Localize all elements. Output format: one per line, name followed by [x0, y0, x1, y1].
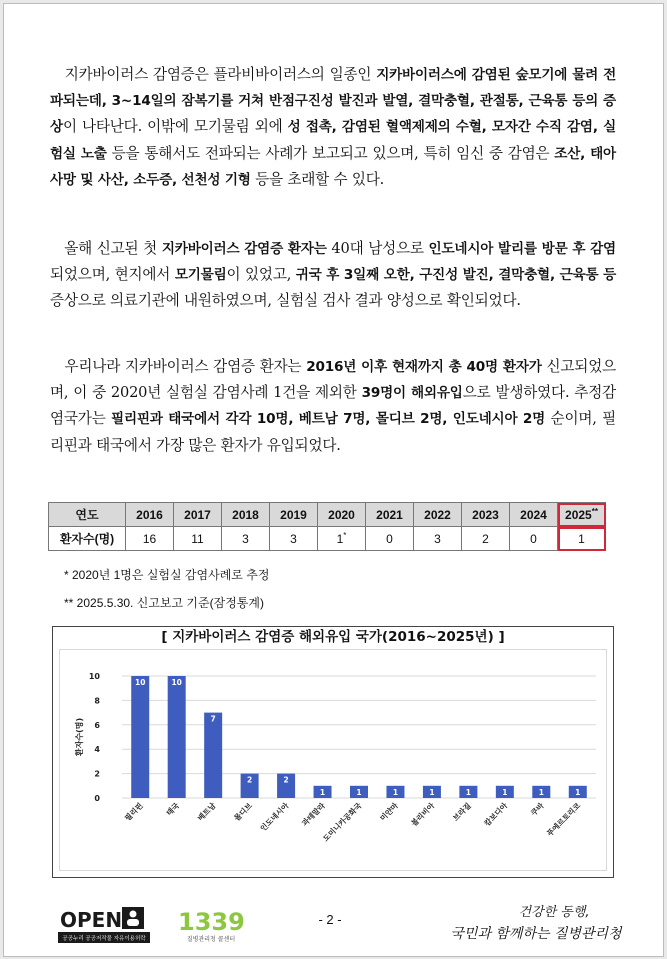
data-label: 7 — [210, 714, 216, 724]
bold-text-segment: 귀국 후 3일째 오한, 구진성 발진, 결막충혈, 근육통 등 — [295, 267, 617, 284]
data-label: 2 — [247, 775, 253, 785]
data-label: 1 — [356, 787, 362, 797]
data-label: 2 — [283, 775, 289, 785]
y-tick-label: 6 — [94, 720, 100, 730]
bar — [168, 676, 186, 798]
text-segment: 순이며, 필리핀과 태국에서 가장 많은 환자가 유입되었다. — [50, 410, 616, 454]
data-label: 1 — [392, 787, 399, 797]
count-cell: 11 — [174, 527, 222, 551]
year-cell: 2018 — [222, 503, 270, 527]
x-tick-label: 캄보디아 — [482, 801, 510, 828]
data-label: 10 — [135, 678, 146, 687]
bar-chart — [60, 650, 606, 870]
data-label: 1 — [429, 787, 435, 797]
year-cell: 2025** — [558, 503, 606, 527]
x-tick-label: 필리핀 — [122, 801, 145, 823]
x-tick-label: 푸에르토리코 — [545, 801, 583, 839]
bold-text-segment: 39명이 해외유입 — [361, 385, 463, 402]
count-cell: 0 — [510, 527, 558, 551]
data-label: 1 — [538, 787, 544, 797]
open-text: OPEN — [60, 908, 123, 932]
count-cell: 16 — [126, 527, 174, 551]
page-number: - 2 - — [318, 912, 342, 927]
text-segment: 40대 남성으로 — [326, 240, 429, 257]
footnote-provisional: ** 2025.5.30. 신고보고 기준(잠정통계) — [64, 596, 264, 610]
y-tick-label: 0 — [94, 794, 100, 803]
text-segment: 증상으로 의료기관에 내원하였으며, 실험실 검사 결과 양성으로 확인되었다. — [50, 292, 521, 310]
data-label: 1 — [575, 787, 581, 797]
chart-area — [59, 649, 607, 871]
kogl-open-logo — [58, 905, 150, 943]
slogan-line-1: 건강한 동행, — [518, 905, 590, 920]
text-segment: 올해 신고된 첫 — [64, 240, 162, 257]
x-tick-label: 미얀마 — [378, 801, 400, 823]
x-tick-label: 인도네시아 — [258, 801, 291, 834]
slogan-line-2: 국민과 함께하는 질병관리청 — [450, 926, 622, 942]
bold-text-segment: 성 접촉, 감염된 혈액제제의 수혈, 모자간 수직 감염, 실험실 노출 — [50, 119, 616, 162]
year-cell: 2022 — [414, 503, 462, 527]
y-tick-label: 8 — [94, 696, 100, 706]
count-cell: 1 — [558, 527, 606, 551]
bold-text-segment: 필리핀과 태국에서 각각 10명, 베트남 7명, 몰디브 2명, 인도네시아 2명 — [111, 411, 546, 428]
paragraph-2 — [50, 236, 616, 315]
table-row-counts — [49, 527, 606, 551]
x-tick-label: 태국 — [164, 801, 182, 818]
text-segment: 으로 발생하였다. 추정감염국가는 — [50, 384, 616, 428]
x-tick-label: 도미니카공화국 — [321, 801, 364, 844]
paragraph-3 — [50, 354, 616, 459]
count-cell: 3 — [222, 527, 270, 551]
x-tick-label: 베트남 — [195, 801, 218, 823]
x-tick-label: 볼리비아 — [409, 801, 437, 828]
bold-text-segment: 인도네시아 발리를 방문 후 감염 — [428, 241, 616, 257]
bold-text-segment: 지카바이러스에 감염된 숲모기에 물려 전파되는데, 3~14일의 잠복기를 거쳐 반점구진성 발진과 발열, 결막충혈, 관절통, 근육통 등의 증상 — [50, 67, 617, 136]
x-tick-label: 몰디브 — [232, 801, 255, 823]
hotline-1339-logo — [176, 906, 246, 944]
hotline-caption: 질병관리청 콜센터 — [186, 936, 236, 943]
open-caption: 공공누리 공공저작물 자유이용허락 — [62, 936, 146, 942]
bold-text-segment: 지카바이러스 감염증 환자는 — [161, 241, 327, 257]
count-cell: 2 — [462, 527, 510, 551]
year-cell: 2024 — [510, 503, 558, 527]
year-cell: 2023 — [462, 503, 510, 527]
text-segment: 등을 통해서도 전파되는 사례가 보고되고 있으며, 특히 임신 중 감염은 — [106, 144, 555, 162]
x-tick-label: 쿠바 — [529, 801, 546, 818]
data-label: 1 — [502, 787, 508, 797]
footnote-lab-case: * 2020년 1명은 실험실 감염사례로 추정 — [64, 568, 270, 582]
text-segment: 이 있었고, — [226, 266, 296, 284]
year-cell: 2021 — [366, 503, 414, 527]
yearly-cases-table — [48, 502, 606, 551]
text-segment: 신고되었으며, 이 중 2020년 실험실 감염사례 1건을 제외한 — [50, 358, 616, 402]
data-label: 1 — [465, 787, 471, 797]
chart-title: [ 지카바이러스 감염증 해외유입 국가(2016~2025년) ] — [53, 625, 613, 645]
year-header: 연도 — [49, 503, 126, 527]
chart-box — [52, 626, 614, 878]
count-cell: 0 — [366, 527, 414, 551]
y-tick-label: 4 — [94, 745, 100, 755]
y-axis-label: 환자수(명) — [75, 717, 84, 757]
bold-text-segment: 조산, 태아 사망 및 사산, 소두증, 선천성 기형 — [50, 145, 616, 188]
text-segment: 지카바이러스 감염증은 플라비바이러스의 일종인 — [64, 66, 377, 83]
data-label: 10 — [171, 678, 182, 687]
year-cell: 2019 — [270, 503, 318, 527]
year-cell: 2020 — [318, 503, 366, 527]
data-label: 1 — [319, 787, 326, 797]
bar — [204, 713, 222, 798]
bar — [131, 676, 149, 798]
text-segment: 등을 초래할 수 있다. — [250, 170, 385, 188]
x-tick-label: 브라질 — [451, 801, 473, 823]
y-tick-label: 10 — [88, 672, 100, 681]
text-segment: 우리나라 지카바이러스 감염증 환자는 — [64, 358, 307, 375]
y-tick-label: 2 — [94, 769, 100, 779]
x-tick-label: 과테말라 — [300, 801, 327, 828]
text-segment: 이 나타난다. 이밖에 모기물림 외에 — [62, 118, 288, 136]
paragraph-1 — [50, 62, 616, 193]
bold-text-segment: 모기물림 — [174, 267, 227, 284]
count-cell: 3 — [414, 527, 462, 551]
hotline-number: 1339 — [178, 908, 245, 936]
table-row-years — [49, 503, 606, 527]
kdca-slogan — [444, 898, 624, 946]
count-cell: 3 — [270, 527, 318, 551]
bold-text-segment: 2016년 이후 현재까지 총 40명 환자가 — [306, 359, 542, 375]
count-header: 환자수(명) — [49, 527, 126, 551]
count-cell: 1* — [318, 527, 366, 551]
year-cell: 2017 — [174, 503, 222, 527]
year-cell: 2016 — [126, 503, 174, 527]
text-segment: 되었으며, 현지에서 — [50, 266, 175, 284]
